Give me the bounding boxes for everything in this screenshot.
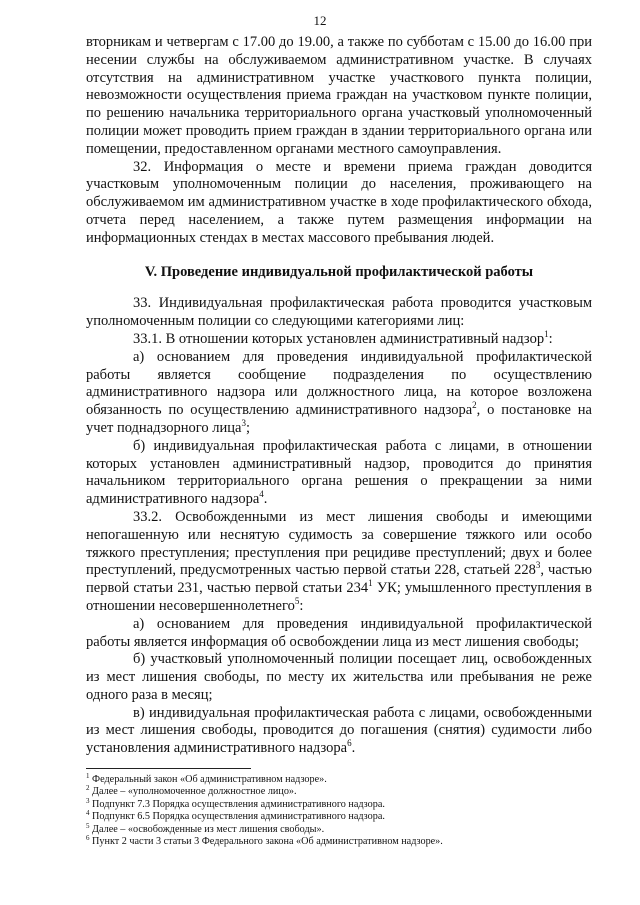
- footnote-number: 6: [86, 834, 90, 843]
- paragraph-tail: .: [351, 740, 356, 757]
- footnote-text: Далее – «уполномоченное должностное лицо».: [92, 786, 297, 798]
- document-body: [86, 34, 592, 758]
- footnote-6: [86, 836, 592, 848]
- paragraph-33-1-a-text-2: , о постановке на учет поднадзорного лица: [86, 402, 592, 436]
- paragraph-continuation: вторникам и четвергам с 17.00 до 19.00, а также по субботам с 15.00 до 16.00 при несении службы на обслуживаемом административном участке. В случаях отсутствия на административном участке участкового пункта полиции, невозможности осуществления приема граждан на участковом пункте полиции, по решению начальника территориального органа участковый уполномоченный полиции может проводить прием граждан в здании территориального органа или помещении, предоставленном органами местного самоуправления.: [86, 34, 592, 157]
- footnote-text: Подпункт 7.3 Порядка осуществления административного надзора.: [92, 798, 385, 810]
- footnotes: [86, 768, 592, 848]
- paragraph-tail: :: [548, 330, 553, 347]
- paragraph-33-2-c: [86, 705, 592, 758]
- footnote-2: [86, 786, 592, 798]
- footnote-number: 5: [86, 821, 90, 830]
- paragraph-tail: .: [263, 491, 268, 508]
- page-number: 12: [313, 13, 327, 28]
- footnote-number: 1: [86, 772, 90, 780]
- footnote-ref: 3: [535, 560, 541, 571]
- footnote-ref: 6: [347, 738, 352, 749]
- footnote-ref: 1: [544, 328, 549, 339]
- paragraph-33-2-text-2: , частью первой статьи 231, частью первой статьи 234: [86, 562, 592, 597]
- footnote-1: [86, 774, 592, 786]
- paragraph-33-1-b-text: б) индивидуальная профилактическая работа с лицами, в отношении которых установлен административный надзор, проводится до принятия начальником территориального органа решения о прекращении за ними административного надзора: [86, 437, 592, 508]
- paragraph-33-2: [86, 509, 592, 616]
- paragraph-33-1-text: 33.1. В отношении которых установлен административный надзор: [133, 330, 545, 347]
- paragraph-tail: :: [299, 597, 304, 614]
- footnote-4: [86, 811, 592, 823]
- footnote-number: 4: [86, 809, 90, 818]
- paragraph-33-1-a-text-1: а) основанием для проведения индивидуальной профилактической работы является сообщение подразделения по осуществлению административного надзора или должностного лица, на которое возложена обязанность по осуществлению административного надзора: [86, 348, 592, 419]
- paragraph-33-2-b: б) участковый уполномоченный полиции посещает лиц, освобожденных из мест лишения свободы, по месту их жительства или пребывания не реже одного раза в месяц;: [86, 651, 592, 703]
- footnote-text: Далее – «освобожденные из мест лишения свободы».: [92, 823, 325, 835]
- paragraph-33-2-text-1: 33.2. Освобожденными из мест лишения свободы и имеющими непогашенную или неснятую судимость за совершение тяжкого или особо тяжкого преступления; преступления при рецидиве преступлений; двух и более преступлений, предусмотренных частью первой статьи 228, статьей 228: [86, 508, 592, 579]
- footnote-divider: [86, 768, 251, 769]
- paragraph-33-1: [86, 328, 592, 349]
- paragraph-33-2-text-3: УК; умышленного преступления в отношении несовершеннолетнего: [86, 580, 592, 614]
- footnote-3: [86, 796, 592, 811]
- paragraph-33-1-b: [86, 438, 592, 509]
- paragraph-33-1-a: [86, 349, 592, 438]
- section-heading: V. Проведение индивидуальной профилактической работы: [144, 263, 534, 280]
- footnote-5: [86, 821, 592, 836]
- paragraph-33-2-c-text: в) индивидуальная профилактическая работа с лицами, освобожденными из мест лишения свободы, проводится до погашения (снятия) судимости либо установления административного надзора: [86, 704, 592, 757]
- footnote-ref: 5: [294, 595, 300, 606]
- paragraph-tail: ;: [245, 419, 250, 436]
- footnote-text: Пункт 2 части 3 статьи 3 Федерального закона «Об административном надзоре».: [92, 836, 443, 848]
- footnote-text: Федеральный закон «Об административном надзоре».: [92, 774, 327, 785]
- footnote-number: 2: [86, 784, 90, 793]
- footnote-text: Подпункт 6.5 Порядка осуществления административного надзора.: [92, 811, 385, 823]
- paragraph-32: 32. Информация о месте и времени приема граждан доводится участковым уполномоченным полиции до населения, проживающего на обслуживаемом им административном участке в ходе профилактического обхода, отчета перед населением, а также путем размещения информации на информационных стендах в местах массового пребывания людей.: [86, 158, 592, 246]
- footnote-ref: 4: [259, 489, 264, 500]
- footnote-ref: 2: [472, 400, 477, 411]
- footnote-ref: 1: [368, 578, 373, 589]
- footnote-ref: 3: [241, 417, 246, 428]
- footnote-number: 3: [86, 796, 90, 805]
- paragraph-33: 33. Индивидуальная профилактическая работа проводится участковым уполномоченным полиции со следующими категориями лиц:: [86, 295, 592, 330]
- paragraph-33-2-a: а) основанием для проведения индивидуальной профилактической работы является информация об освобождении лица из мест лишения свободы;: [86, 615, 592, 650]
